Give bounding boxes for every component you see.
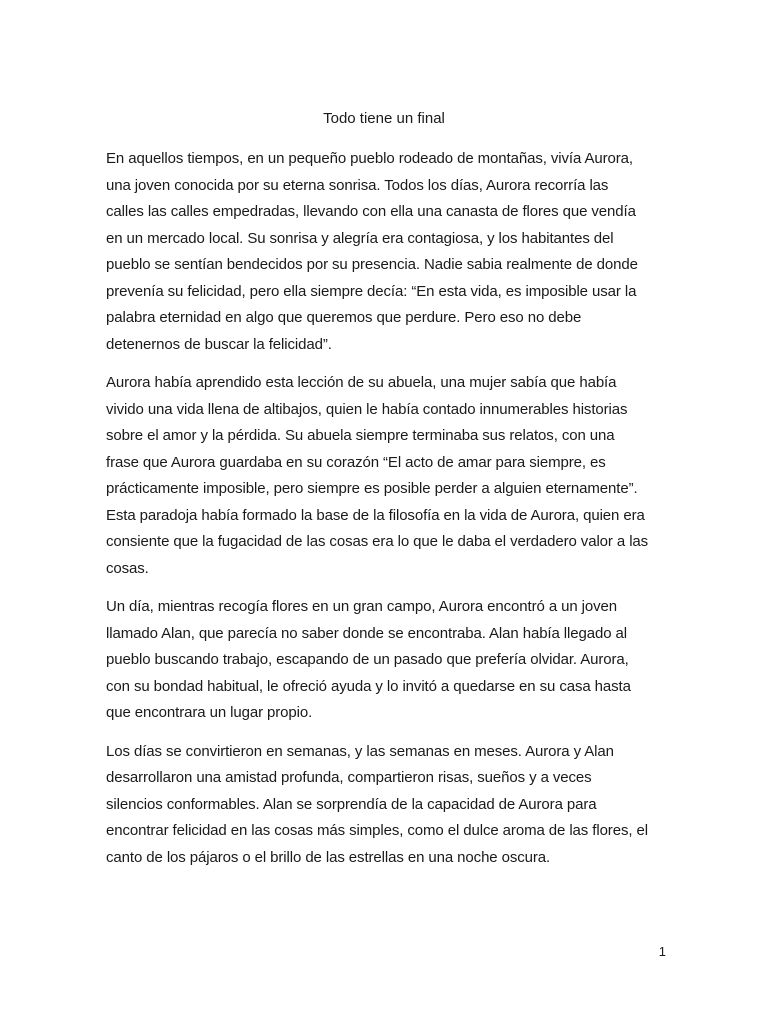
text-line: canto de los pájaros o el brillo de las estrellas en una noche oscura. [106,848,551,866]
text-line: prácticamente imposible, pero siempre es posible perder a alguien eternamente”. [106,480,638,497]
document-title: Todo tiene un final [323,110,445,127]
text-line: silencios conformables. Alan se sorprendía de la capacidad de Aurora para [106,795,597,813]
text-line: cosas. [106,559,149,577]
document-body [106,146,666,883]
page-number: 1 [658,944,666,959]
text-line: calles las calles empedradas, llevando con ella una canasta de flores que vendía [106,203,636,220]
text-line: llamado Alan, que parecía no saber donde se encontraba. Alan había llegado al [106,624,628,642]
text-line: desarrollaron una amistad profunda, compartieron risas, sueños y a veces [106,769,592,786]
text-line: pueblo buscando trabajo, escapando de un pasado que prefería olvidar. Aurora, [106,651,629,668]
paragraph-1 [106,146,666,358]
text-line: vivido una vida llena de altibajos, quien le había contado innumerables historias [106,400,628,418]
text-line: que encontrara un lugar propio. [106,704,313,721]
text-line: Los días se convirtieron en semanas, y las semanas en meses. Aurora y Alan [106,742,614,760]
text-line: prevenía su felicidad, pero ella siempre decía: “En esta vida, es imposible usar la [106,282,637,300]
text-line: En aquellos tiempos, en un pequeño pueblo rodeado de montañas, vivía Aurora, [106,150,633,167]
text-line: sobre el amor y la pérdida. Su abuela siempre terminaba sus relatos, con una [106,427,615,444]
text-line: palabra eternidad en algo que queremos que perdure. Pero eso no debe [106,309,582,326]
paragraph-3 [106,594,666,727]
text-line: una joven conocida por su eterna sonrisa. Todos los días, Aurora recorría las [106,176,609,194]
text-line: consiente que la fugacidad de las cosas era lo que le daba el verdadero valor a las [106,533,649,550]
text-line: Aurora había aprendido esta lección de su abuela, una mujer sabía que había [106,374,617,391]
paragraph-2 [106,370,666,582]
text-line: detenernos de buscar la felicidad”. [106,335,332,353]
text-line: pueblo se sentían bendecidos por su presencia. Nadie sabia realmente de donde [106,256,638,273]
text-line: encontrar felicidad en las cosas más simples, como el dulce aroma de las flores, el [106,822,648,839]
text-line: frase que Aurora guardaba en su corazón “El acto de amar para siempre, es [106,453,606,471]
text-line: Esta paradoja había formado la base de la filosofía en la vida de Aurora, quien era [106,506,645,524]
text-line: Un día, mientras recogía flores en un gran campo, Aurora encontró a un joven [106,598,618,615]
text-line: en un mercado local. Su sonrisa y alegría era contagiosa, y los habitantes del [106,229,614,247]
text-line: con su bondad habitual, le ofreció ayuda y lo invitó a quedarse en su casa hasta [106,677,631,695]
paragraph-4 [106,739,666,872]
